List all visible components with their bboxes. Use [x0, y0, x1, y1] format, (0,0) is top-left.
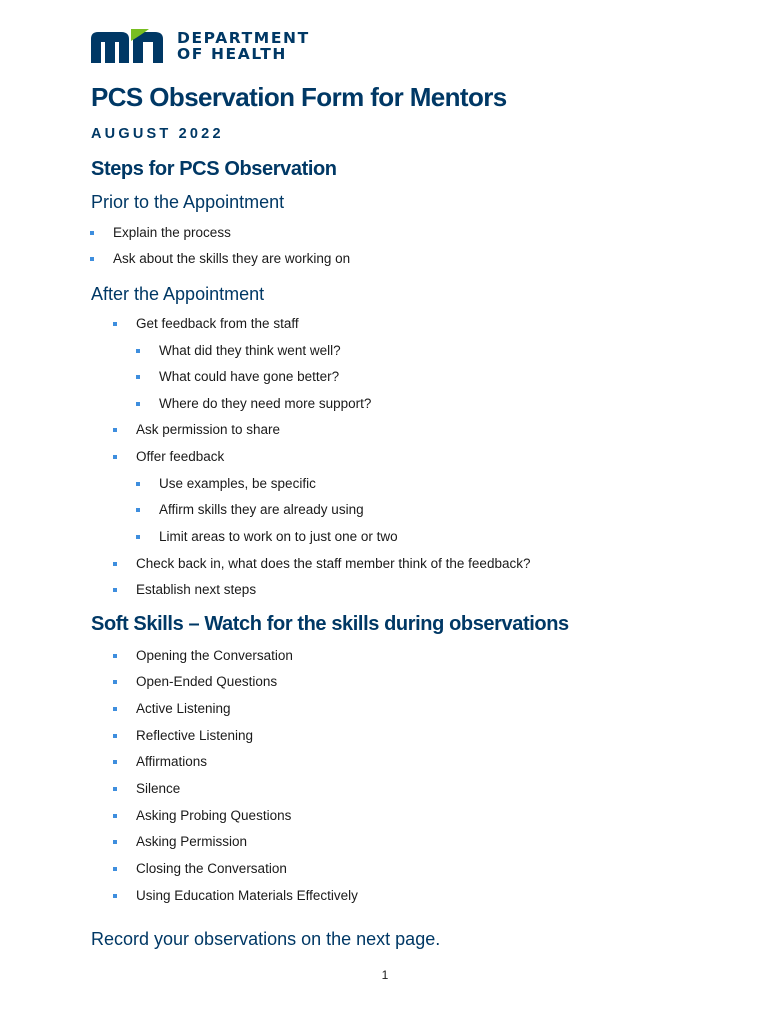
list-item: Use examples, be specific: [159, 476, 316, 492]
bullet-icon: [90, 257, 94, 261]
list-item: Check back in, what does the staff member think of the feedback?: [136, 556, 530, 572]
list-item: Ask about the skills they are working on: [113, 251, 350, 267]
bullet-icon: [113, 894, 117, 898]
bullet-icon: [113, 814, 117, 818]
bullet-icon: [113, 322, 117, 326]
steps-heading: Steps for PCS Observation: [91, 158, 337, 180]
bullet-icon: [136, 375, 140, 379]
logo-line-of-health: OF HEALTH: [177, 45, 287, 63]
bullet-icon: [113, 867, 117, 871]
bullet-icon: [113, 680, 117, 684]
bullet-icon: [113, 760, 117, 764]
list-item: Open-Ended Questions: [136, 674, 277, 690]
list-item: Get feedback from the staff: [136, 316, 299, 332]
bullet-icon: [136, 535, 140, 539]
prior-heading: Prior to the Appointment: [91, 192, 285, 212]
bullet-icon: [113, 840, 117, 844]
list-item: Ask permission to share: [136, 422, 280, 438]
bullet-icon: [136, 482, 140, 486]
list-item: Asking Probing Questions: [136, 808, 291, 824]
bullet-icon: [136, 349, 140, 353]
list-item: Establish next steps: [136, 582, 256, 598]
list-item: Using Education Materials Effectively: [136, 888, 358, 904]
bullet-icon: [113, 707, 117, 711]
bullet-icon: [113, 787, 117, 791]
bullet-icon: [113, 562, 117, 566]
list-item: Offer feedback: [136, 449, 224, 465]
bullet-icon: [90, 231, 94, 235]
mn-logo-mark-icon: [91, 29, 169, 63]
bullet-icon: [113, 588, 117, 592]
bullet-icon: [113, 455, 117, 459]
list-item: Where do they need more support?: [159, 396, 371, 412]
list-item: Limit areas to work on to just one or two: [159, 529, 398, 545]
bullet-icon: [113, 428, 117, 432]
bullet-icon: [113, 734, 117, 738]
page-number: 1: [381, 968, 389, 982]
logo-line-department: DEPARTMENT: [177, 29, 310, 47]
list-item: Explain the process: [113, 225, 231, 241]
list-item: What did they think went well?: [159, 343, 341, 359]
list-item: Affirm skills they are already using: [159, 502, 364, 518]
soft-skills-heading: Soft Skills – Watch for the skills during observations: [91, 613, 569, 635]
document-date: AUGUST 2022: [91, 126, 224, 142]
list-item: Reflective Listening: [136, 728, 253, 744]
list-item: Affirmations: [136, 754, 207, 770]
list-item: Asking Permission: [136, 834, 247, 850]
after-heading: After the Appointment: [91, 284, 265, 304]
list-item: Active Listening: [136, 701, 231, 717]
list-item: Silence: [136, 781, 180, 797]
closing-instruction: Record your observations on the next page.: [91, 929, 441, 949]
page-title: PCS Observation Form for Mentors: [91, 82, 507, 112]
list-item: Opening the Conversation: [136, 648, 293, 664]
bullet-icon: [136, 402, 140, 406]
list-item: Closing the Conversation: [136, 861, 287, 877]
mn-department-of-health-logo: [91, 28, 310, 64]
bullet-icon: [113, 654, 117, 658]
bullet-icon: [136, 508, 140, 512]
list-item: What could have gone better?: [159, 369, 339, 385]
